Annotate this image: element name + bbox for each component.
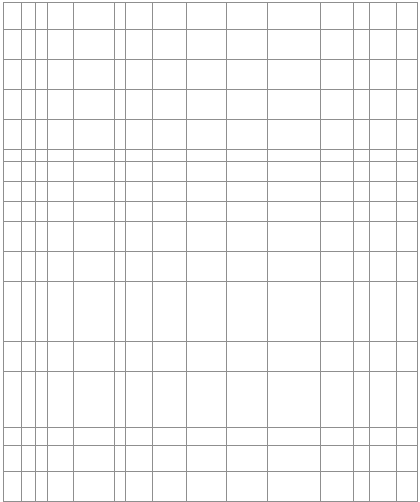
table-cell bbox=[48, 90, 74, 120]
table-cell bbox=[153, 30, 187, 60]
table-cell bbox=[227, 428, 268, 446]
table-cell bbox=[115, 222, 126, 252]
table-cell bbox=[354, 30, 370, 60]
table-cell bbox=[370, 182, 397, 202]
table-cell bbox=[4, 90, 22, 120]
table-cell bbox=[36, 222, 48, 252]
table-cell bbox=[354, 90, 370, 120]
table-cell bbox=[22, 162, 36, 182]
table-cell bbox=[268, 150, 321, 162]
table-cell bbox=[227, 30, 268, 60]
table-cell bbox=[153, 202, 187, 222]
table-cell bbox=[268, 282, 321, 342]
table-cell bbox=[22, 252, 36, 282]
table-cell bbox=[115, 202, 126, 222]
table-cell bbox=[397, 282, 418, 342]
table-cell bbox=[370, 30, 397, 60]
table-row bbox=[4, 372, 418, 428]
table-cell bbox=[22, 222, 36, 252]
table-cell bbox=[268, 3, 321, 30]
table-cell bbox=[187, 428, 227, 446]
table-cell bbox=[268, 120, 321, 150]
table-cell bbox=[126, 472, 153, 502]
table-cell bbox=[126, 60, 153, 90]
table-cell bbox=[4, 3, 22, 30]
table-cell bbox=[187, 446, 227, 472]
table-cell bbox=[36, 60, 48, 90]
table-cell bbox=[268, 90, 321, 120]
table-cell bbox=[321, 182, 354, 202]
table-cell bbox=[36, 282, 48, 342]
table-cell bbox=[354, 342, 370, 372]
table-cell bbox=[36, 182, 48, 202]
table-cell bbox=[354, 372, 370, 428]
table-cell bbox=[321, 282, 354, 342]
table-cell bbox=[397, 60, 418, 90]
table-cell bbox=[321, 446, 354, 472]
table-cell bbox=[4, 60, 22, 90]
table-cell bbox=[74, 202, 115, 222]
table-cell bbox=[48, 372, 74, 428]
table-cell bbox=[36, 342, 48, 372]
table-cell bbox=[227, 182, 268, 202]
table-cell bbox=[48, 150, 74, 162]
table-cell bbox=[126, 202, 153, 222]
table-cell bbox=[126, 90, 153, 120]
table-cell bbox=[36, 202, 48, 222]
table-cell bbox=[48, 428, 74, 446]
table-cell bbox=[126, 428, 153, 446]
table-cell bbox=[4, 30, 22, 60]
table-cell bbox=[187, 282, 227, 342]
table-cell bbox=[153, 150, 187, 162]
table-cell bbox=[354, 252, 370, 282]
table-cell bbox=[36, 150, 48, 162]
table-cell bbox=[321, 120, 354, 150]
table-cell bbox=[321, 202, 354, 222]
table-cell bbox=[397, 342, 418, 372]
table-cell bbox=[227, 372, 268, 428]
table-cell bbox=[126, 120, 153, 150]
table-cell bbox=[268, 428, 321, 446]
table-cell bbox=[22, 202, 36, 222]
table-cell bbox=[74, 282, 115, 342]
table-cell bbox=[354, 222, 370, 252]
table-cell bbox=[22, 60, 36, 90]
table-cell bbox=[268, 182, 321, 202]
table-cell bbox=[153, 3, 187, 30]
table-cell bbox=[268, 252, 321, 282]
table-cell bbox=[22, 472, 36, 502]
table-cell bbox=[354, 472, 370, 502]
table-cell bbox=[321, 150, 354, 162]
table-cell bbox=[187, 120, 227, 150]
table-cell bbox=[36, 120, 48, 150]
table-cell bbox=[187, 162, 227, 182]
table-cell bbox=[22, 182, 36, 202]
table-cell bbox=[74, 222, 115, 252]
table-cell bbox=[4, 342, 22, 372]
table-row bbox=[4, 162, 418, 182]
table-row bbox=[4, 60, 418, 90]
table-cell bbox=[74, 252, 115, 282]
table-cell bbox=[48, 472, 74, 502]
table-cell bbox=[227, 472, 268, 502]
table-cell bbox=[48, 182, 74, 202]
table-cell bbox=[22, 342, 36, 372]
table-cell bbox=[4, 428, 22, 446]
table-cell bbox=[153, 252, 187, 282]
table-cell bbox=[126, 162, 153, 182]
table-cell bbox=[370, 162, 397, 182]
table-row bbox=[4, 428, 418, 446]
table-cell bbox=[74, 90, 115, 120]
table-row bbox=[4, 342, 418, 372]
table-cell bbox=[36, 3, 48, 30]
table-cell bbox=[321, 90, 354, 120]
table-cell bbox=[153, 282, 187, 342]
table-cell bbox=[153, 372, 187, 428]
table-cell bbox=[126, 282, 153, 342]
table-cell bbox=[227, 342, 268, 372]
table-cell bbox=[187, 90, 227, 120]
table-cell bbox=[4, 222, 22, 252]
table-cell bbox=[74, 162, 115, 182]
table-cell bbox=[48, 222, 74, 252]
table-cell bbox=[397, 90, 418, 120]
table-cell bbox=[36, 162, 48, 182]
table-cell bbox=[36, 90, 48, 120]
table-cell bbox=[397, 120, 418, 150]
table-cell bbox=[22, 282, 36, 342]
table-cell bbox=[22, 428, 36, 446]
table-cell bbox=[268, 30, 321, 60]
table-cell bbox=[153, 60, 187, 90]
table-cell bbox=[321, 3, 354, 30]
table-cell bbox=[268, 162, 321, 182]
table-cell bbox=[115, 472, 126, 502]
table-cell bbox=[397, 446, 418, 472]
table-cell bbox=[153, 446, 187, 472]
table-cell bbox=[268, 342, 321, 372]
table-cell bbox=[187, 150, 227, 162]
table-cell bbox=[4, 252, 22, 282]
table-cell bbox=[187, 182, 227, 202]
table-row bbox=[4, 150, 418, 162]
table-cell bbox=[126, 182, 153, 202]
table-cell bbox=[321, 428, 354, 446]
table-cell bbox=[153, 182, 187, 202]
table-cell bbox=[321, 222, 354, 252]
table-cell bbox=[354, 446, 370, 472]
table-cell bbox=[4, 472, 22, 502]
table-cell bbox=[4, 162, 22, 182]
table-cell bbox=[36, 428, 48, 446]
table-cell bbox=[153, 162, 187, 182]
table-cell bbox=[397, 30, 418, 60]
table-cell bbox=[4, 120, 22, 150]
table-cell bbox=[370, 472, 397, 502]
table-cell bbox=[22, 3, 36, 30]
table-row bbox=[4, 30, 418, 60]
table-cell bbox=[74, 428, 115, 446]
table-cell bbox=[48, 120, 74, 150]
table-cell bbox=[4, 202, 22, 222]
table-cell bbox=[126, 30, 153, 60]
table-cell bbox=[48, 3, 74, 30]
table-cell bbox=[153, 90, 187, 120]
table-cell bbox=[227, 60, 268, 90]
table-cell bbox=[48, 202, 74, 222]
table-cell bbox=[397, 428, 418, 446]
table-cell bbox=[4, 182, 22, 202]
table-cell bbox=[115, 162, 126, 182]
table-cell bbox=[115, 182, 126, 202]
table-cell bbox=[4, 150, 22, 162]
table-cell bbox=[48, 30, 74, 60]
table-cell bbox=[354, 150, 370, 162]
table-cell bbox=[370, 222, 397, 252]
table-cell bbox=[370, 252, 397, 282]
table-cell bbox=[115, 428, 126, 446]
table-cell bbox=[187, 202, 227, 222]
table-cell bbox=[36, 30, 48, 60]
table-cell bbox=[227, 150, 268, 162]
table-cell bbox=[22, 90, 36, 120]
table-cell bbox=[227, 282, 268, 342]
table-cell bbox=[227, 252, 268, 282]
table-row bbox=[4, 222, 418, 252]
table-cell bbox=[153, 428, 187, 446]
table-cell bbox=[74, 30, 115, 60]
table-cell bbox=[321, 30, 354, 60]
table-cell bbox=[22, 30, 36, 60]
table-row bbox=[4, 90, 418, 120]
table-cell bbox=[187, 30, 227, 60]
table-cell bbox=[397, 222, 418, 252]
table-cell bbox=[397, 472, 418, 502]
table-cell bbox=[227, 162, 268, 182]
table-cell bbox=[227, 120, 268, 150]
table-cell bbox=[370, 428, 397, 446]
table-cell bbox=[48, 342, 74, 372]
table-cell bbox=[321, 162, 354, 182]
table-cell bbox=[36, 252, 48, 282]
table-cell bbox=[370, 120, 397, 150]
table-cell bbox=[22, 120, 36, 150]
table-cell bbox=[187, 222, 227, 252]
table-cell bbox=[48, 446, 74, 472]
table-cell bbox=[268, 372, 321, 428]
table-cell bbox=[126, 342, 153, 372]
table-row bbox=[4, 202, 418, 222]
table-row bbox=[4, 282, 418, 342]
table-cell bbox=[187, 372, 227, 428]
table-cell bbox=[397, 150, 418, 162]
table-cell bbox=[227, 90, 268, 120]
table-cell bbox=[321, 60, 354, 90]
table-cell bbox=[22, 446, 36, 472]
table-row bbox=[4, 446, 418, 472]
table-cell bbox=[370, 3, 397, 30]
table-cell bbox=[321, 372, 354, 428]
table-cell bbox=[115, 282, 126, 342]
table-cell bbox=[397, 162, 418, 182]
table-cell bbox=[187, 342, 227, 372]
table-row bbox=[4, 3, 418, 30]
table-cell bbox=[4, 446, 22, 472]
table-cell bbox=[370, 202, 397, 222]
table-cell bbox=[4, 372, 22, 428]
table-row bbox=[4, 120, 418, 150]
table-cell bbox=[370, 90, 397, 120]
table-cell bbox=[48, 162, 74, 182]
table-cell bbox=[48, 282, 74, 342]
table-cell bbox=[321, 472, 354, 502]
table-cell bbox=[22, 372, 36, 428]
table-cell bbox=[370, 372, 397, 428]
table-cell bbox=[74, 342, 115, 372]
table-cell bbox=[268, 472, 321, 502]
table-cell bbox=[354, 162, 370, 182]
table-cell bbox=[74, 372, 115, 428]
table-cell bbox=[354, 60, 370, 90]
table-cell bbox=[36, 446, 48, 472]
table-row bbox=[4, 472, 418, 502]
table-cell bbox=[126, 150, 153, 162]
table-cell bbox=[370, 282, 397, 342]
table-cell bbox=[115, 3, 126, 30]
table-cell bbox=[115, 446, 126, 472]
table-cell bbox=[115, 90, 126, 120]
table-cell bbox=[126, 3, 153, 30]
table-cell bbox=[74, 472, 115, 502]
table-cell bbox=[36, 372, 48, 428]
table-cell bbox=[268, 446, 321, 472]
table-cell bbox=[74, 182, 115, 202]
table-cell bbox=[126, 446, 153, 472]
table-cell bbox=[115, 252, 126, 282]
table-cell bbox=[153, 222, 187, 252]
table-cell bbox=[187, 472, 227, 502]
table-cell bbox=[370, 150, 397, 162]
table-row bbox=[4, 252, 418, 282]
table-cell bbox=[153, 342, 187, 372]
table-cell bbox=[370, 342, 397, 372]
table-cell bbox=[397, 3, 418, 30]
table-cell bbox=[187, 3, 227, 30]
table-cell bbox=[74, 150, 115, 162]
table-cell bbox=[227, 446, 268, 472]
table-cell bbox=[354, 282, 370, 342]
table-cell bbox=[153, 120, 187, 150]
table-cell bbox=[74, 120, 115, 150]
table-cell bbox=[354, 202, 370, 222]
table-cell bbox=[22, 150, 36, 162]
table-cell bbox=[321, 342, 354, 372]
table-cell bbox=[115, 60, 126, 90]
table-cell bbox=[115, 150, 126, 162]
table-cell bbox=[126, 222, 153, 252]
table-cell bbox=[36, 472, 48, 502]
table-cell bbox=[115, 372, 126, 428]
table-cell bbox=[74, 3, 115, 30]
table-cell bbox=[397, 182, 418, 202]
table-cell bbox=[268, 202, 321, 222]
table-cell bbox=[370, 446, 397, 472]
table-cell bbox=[268, 60, 321, 90]
table-cell bbox=[227, 3, 268, 30]
records-table bbox=[3, 2, 418, 502]
table-cell bbox=[321, 252, 354, 282]
table-cell bbox=[126, 252, 153, 282]
table-cell bbox=[48, 60, 74, 90]
table-cell bbox=[354, 182, 370, 202]
table-cell bbox=[397, 372, 418, 428]
table-cell bbox=[115, 342, 126, 372]
table-cell bbox=[126, 372, 153, 428]
table-cell bbox=[397, 252, 418, 282]
table-cell bbox=[74, 60, 115, 90]
table-row bbox=[4, 182, 418, 202]
table-cell bbox=[227, 222, 268, 252]
table-cell bbox=[268, 222, 321, 252]
table-cell bbox=[115, 30, 126, 60]
table-cell bbox=[370, 60, 397, 90]
table-cell bbox=[187, 60, 227, 90]
table-cell bbox=[227, 202, 268, 222]
table-body bbox=[4, 3, 418, 502]
table-cell bbox=[115, 120, 126, 150]
table-cell bbox=[74, 446, 115, 472]
table-cell bbox=[354, 428, 370, 446]
table-cell bbox=[153, 472, 187, 502]
table-cell bbox=[397, 202, 418, 222]
table-cell bbox=[187, 252, 227, 282]
table-cell bbox=[48, 252, 74, 282]
table-cell bbox=[354, 3, 370, 30]
table-cell bbox=[4, 282, 22, 342]
table-cell bbox=[354, 120, 370, 150]
